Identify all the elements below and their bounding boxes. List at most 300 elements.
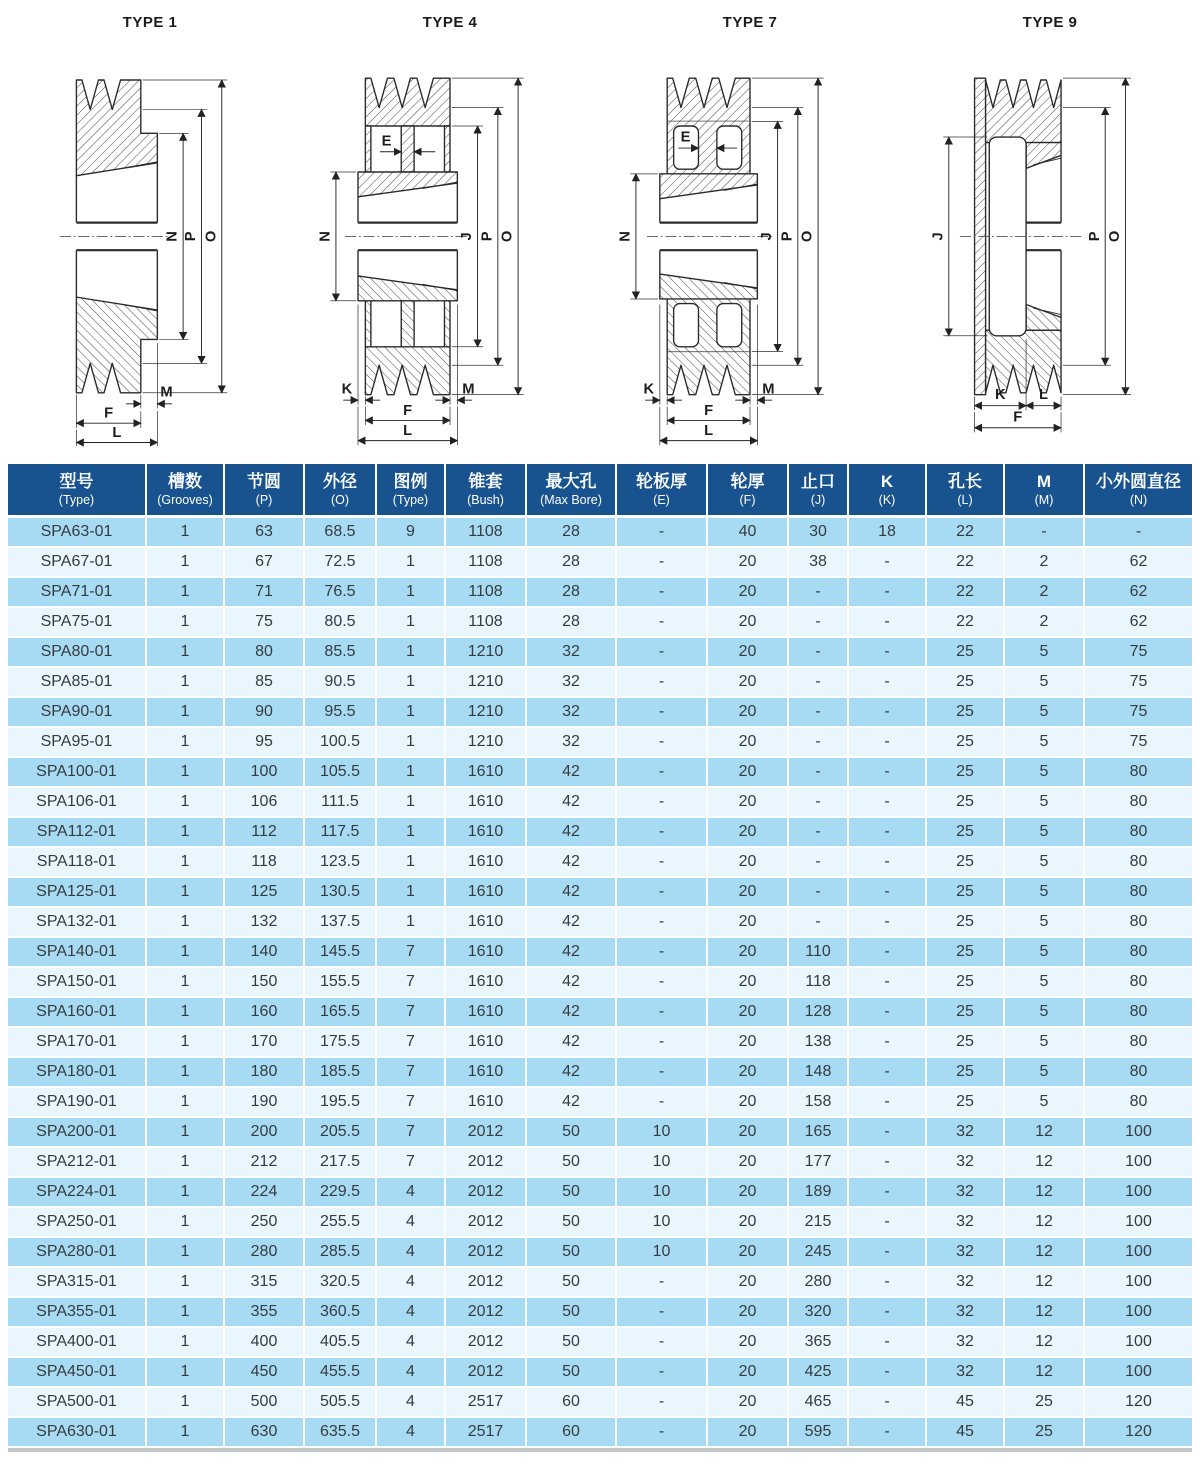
value-cell: 80: [1084, 877, 1192, 907]
value-cell: 5: [1004, 817, 1084, 847]
value-cell: 100: [1084, 1237, 1192, 1267]
value-cell: -: [848, 1147, 926, 1177]
table-row: [8, 907, 1192, 937]
value-cell: 2: [1004, 577, 1084, 607]
value-cell: 130.5: [304, 877, 376, 907]
model-cell: SPA75-01: [8, 607, 146, 637]
table-row: [8, 1057, 1192, 1087]
value-cell: 1: [146, 1267, 224, 1297]
value-cell: -: [848, 907, 926, 937]
model-cell: SPA180-01: [8, 1057, 146, 1087]
value-cell: 5: [1004, 1087, 1084, 1117]
value-cell: 25: [926, 907, 1004, 937]
value-cell: 5: [1004, 757, 1084, 787]
column-header: 小外圆直径 (N): [1084, 464, 1192, 517]
value-cell: 1: [146, 1387, 224, 1417]
value-cell: 7: [376, 967, 445, 997]
value-cell: 25: [926, 997, 1004, 1027]
value-cell: -: [788, 847, 848, 877]
value-cell: 20: [707, 727, 788, 757]
value-cell: 2517: [445, 1417, 526, 1447]
value-cell: 2012: [445, 1267, 526, 1297]
model-cell: SPA132-01: [8, 907, 146, 937]
table-row: [8, 1207, 1192, 1237]
model-cell: SPA150-01: [8, 967, 146, 997]
value-cell: 1108: [445, 577, 526, 607]
value-cell: 80: [1084, 1027, 1192, 1057]
value-cell: 25: [926, 877, 1004, 907]
drawing-type7: [600, 12, 900, 456]
value-cell: 148: [788, 1057, 848, 1087]
value-cell: 1: [376, 637, 445, 667]
value-cell: 20: [707, 817, 788, 847]
dim-label-o: O: [799, 230, 816, 243]
table-row: [8, 937, 1192, 967]
value-cell: 20: [707, 1267, 788, 1297]
value-cell: -: [616, 577, 707, 607]
value-cell: 100: [1084, 1267, 1192, 1297]
value-cell: 20: [707, 1147, 788, 1177]
model-cell: SPA200-01: [8, 1117, 146, 1147]
value-cell: 5: [1004, 877, 1084, 907]
value-cell: 95.5: [304, 697, 376, 727]
value-cell: -: [788, 787, 848, 817]
value-cell: 90.5: [304, 667, 376, 697]
value-cell: 138: [788, 1027, 848, 1057]
table-row: [8, 667, 1192, 697]
value-cell: 4: [376, 1237, 445, 1267]
dim-label-j: J: [459, 232, 476, 241]
value-cell: 10: [616, 1177, 707, 1207]
value-cell: -: [848, 577, 926, 607]
model-cell: SPA100-01: [8, 757, 146, 787]
table-row: [8, 1177, 1192, 1207]
value-cell: 12: [1004, 1237, 1084, 1267]
dim-label-n: N: [317, 231, 334, 242]
value-cell: 505.5: [304, 1387, 376, 1417]
value-cell: 2: [1004, 547, 1084, 577]
value-cell: 1: [146, 667, 224, 697]
value-cell: 250: [224, 1207, 304, 1237]
table-row: [8, 1327, 1192, 1357]
value-cell: -: [1084, 517, 1192, 548]
value-cell: 80: [1084, 997, 1192, 1027]
value-cell: -: [788, 757, 848, 787]
value-cell: 7: [376, 1027, 445, 1057]
value-cell: 5: [1004, 727, 1084, 757]
value-cell: 2012: [445, 1357, 526, 1387]
table-row: [8, 1417, 1192, 1447]
value-cell: 20: [707, 1237, 788, 1267]
value-cell: 137.5: [304, 907, 376, 937]
value-cell: 32: [926, 1297, 1004, 1327]
value-cell: 1: [146, 1417, 224, 1447]
value-cell: 5: [1004, 847, 1084, 877]
value-cell: 2012: [445, 1297, 526, 1327]
value-cell: -: [788, 877, 848, 907]
dim-label-e: E: [381, 133, 392, 150]
drawing-title-type1: TYPE 1: [122, 14, 178, 31]
value-cell: 7: [376, 1087, 445, 1117]
value-cell: -: [848, 847, 926, 877]
value-cell: 75: [1084, 637, 1192, 667]
value-cell: 2012: [445, 1327, 526, 1357]
table-bottom-strip: [8, 1448, 1192, 1452]
value-cell: 1610: [445, 787, 526, 817]
column-header: K (K): [848, 464, 926, 517]
value-cell: -: [848, 547, 926, 577]
value-cell: -: [616, 1327, 707, 1357]
value-cell: 1610: [445, 877, 526, 907]
value-cell: 80: [1084, 1087, 1192, 1117]
value-cell: -: [848, 1327, 926, 1357]
value-cell: -: [616, 877, 707, 907]
value-cell: -: [788, 607, 848, 637]
value-cell: -: [848, 1417, 926, 1447]
value-cell: 25: [926, 757, 1004, 787]
table-row: [8, 757, 1192, 787]
value-cell: 315: [224, 1267, 304, 1297]
value-cell: 170: [224, 1027, 304, 1057]
value-cell: 80: [1084, 787, 1192, 817]
value-cell: 1: [146, 1057, 224, 1087]
dim-label-l: L: [403, 423, 413, 440]
value-cell: 25: [926, 697, 1004, 727]
value-cell: 280: [788, 1267, 848, 1297]
dim-label-f: F: [1013, 409, 1023, 426]
technical-drawings: [0, 0, 1200, 456]
value-cell: 80: [224, 637, 304, 667]
value-cell: -: [616, 787, 707, 817]
model-cell: SPA125-01: [8, 877, 146, 907]
value-cell: -: [788, 907, 848, 937]
value-cell: 4: [376, 1387, 445, 1417]
value-cell: 365: [788, 1327, 848, 1357]
dim-label-n: N: [164, 231, 181, 242]
value-cell: 32: [526, 727, 616, 757]
table-row: [8, 1087, 1192, 1117]
value-cell: 42: [526, 1057, 616, 1087]
value-cell: 1: [376, 577, 445, 607]
value-cell: 80: [1084, 937, 1192, 967]
value-cell: 145.5: [304, 937, 376, 967]
model-cell: SPA212-01: [8, 1147, 146, 1177]
pulley-cross-section-type1-diagram: [12, 34, 288, 448]
value-cell: 5: [1004, 637, 1084, 667]
value-cell: 20: [707, 757, 788, 787]
table-row: [8, 727, 1192, 757]
value-cell: 425: [788, 1357, 848, 1387]
value-cell: 1108: [445, 517, 526, 548]
value-cell: 22: [926, 577, 1004, 607]
value-cell: 20: [707, 1327, 788, 1357]
table-row: [8, 607, 1192, 637]
value-cell: -: [616, 1057, 707, 1087]
value-cell: 20: [707, 1207, 788, 1237]
value-cell: 635.5: [304, 1417, 376, 1447]
value-cell: 4: [376, 1357, 445, 1387]
value-cell: 215: [788, 1207, 848, 1237]
table-row: [8, 1117, 1192, 1147]
model-cell: SPA630-01: [8, 1417, 146, 1447]
value-cell: -: [848, 997, 926, 1027]
value-cell: 118: [224, 847, 304, 877]
value-cell: 1: [146, 937, 224, 967]
value-cell: 100: [1084, 1357, 1192, 1387]
value-cell: 75: [1084, 697, 1192, 727]
value-cell: 2012: [445, 1207, 526, 1237]
value-cell: 12: [1004, 1327, 1084, 1357]
value-cell: 123.5: [304, 847, 376, 877]
value-cell: 1: [376, 847, 445, 877]
value-cell: 7: [376, 1147, 445, 1177]
value-cell: -: [848, 937, 926, 967]
value-cell: 32: [926, 1327, 1004, 1357]
value-cell: 20: [707, 577, 788, 607]
column-header: 外径 (O): [304, 464, 376, 517]
value-cell: 1: [146, 787, 224, 817]
model-cell: SPA450-01: [8, 1357, 146, 1387]
dim-label-o: O: [203, 230, 220, 243]
value-cell: -: [616, 1087, 707, 1117]
value-cell: 32: [526, 667, 616, 697]
value-cell: 5: [1004, 937, 1084, 967]
value-cell: 25: [926, 667, 1004, 697]
value-cell: 100: [1084, 1117, 1192, 1147]
value-cell: 25: [926, 1027, 1004, 1057]
table-row: [8, 847, 1192, 877]
value-cell: 32: [926, 1117, 1004, 1147]
value-cell: 5: [1004, 697, 1084, 727]
model-cell: SPA80-01: [8, 637, 146, 667]
value-cell: 1: [146, 847, 224, 877]
value-cell: 80.5: [304, 607, 376, 637]
value-cell: 4: [376, 1297, 445, 1327]
model-cell: SPA95-01: [8, 727, 146, 757]
value-cell: 150: [224, 967, 304, 997]
value-cell: 320.5: [304, 1267, 376, 1297]
value-cell: 80: [1084, 847, 1192, 877]
value-cell: 20: [707, 877, 788, 907]
value-cell: 1: [146, 817, 224, 847]
value-cell: -: [616, 1357, 707, 1387]
value-cell: 1: [146, 1207, 224, 1237]
dim-label-k: K: [643, 381, 655, 398]
dim-label-p: P: [779, 231, 796, 242]
value-cell: 90: [224, 697, 304, 727]
value-cell: 217.5: [304, 1147, 376, 1177]
value-cell: -: [616, 1417, 707, 1447]
table-row: [8, 787, 1192, 817]
value-cell: 42: [526, 1027, 616, 1057]
value-cell: 1210: [445, 637, 526, 667]
value-cell: 32: [926, 1177, 1004, 1207]
value-cell: 1: [146, 547, 224, 577]
model-cell: SPA112-01: [8, 817, 146, 847]
value-cell: 195.5: [304, 1087, 376, 1117]
table-row: [8, 967, 1192, 997]
value-cell: 212: [224, 1147, 304, 1177]
drawing-title-type4: TYPE 4: [422, 14, 478, 31]
value-cell: 1610: [445, 757, 526, 787]
model-cell: SPA315-01: [8, 1267, 146, 1297]
value-cell: 80: [1084, 757, 1192, 787]
value-cell: 12: [1004, 1147, 1084, 1177]
dim-label-p: P: [1086, 231, 1103, 242]
value-cell: 50: [526, 1327, 616, 1357]
value-cell: 22: [926, 517, 1004, 548]
value-cell: 20: [707, 1177, 788, 1207]
value-cell: 450: [224, 1357, 304, 1387]
value-cell: 1: [146, 907, 224, 937]
value-cell: 20: [707, 607, 788, 637]
value-cell: -: [848, 1237, 926, 1267]
table-row: [8, 637, 1192, 667]
value-cell: 165.5: [304, 997, 376, 1027]
header-row: [8, 464, 1192, 517]
value-cell: 100: [1084, 1207, 1192, 1237]
value-cell: -: [848, 1357, 926, 1387]
column-header: 轮厚 (F): [707, 464, 788, 517]
value-cell: -: [616, 847, 707, 877]
value-cell: 28: [526, 517, 616, 548]
value-cell: 180: [224, 1057, 304, 1087]
dim-label-l: L: [704, 423, 714, 440]
value-cell: 50: [526, 1267, 616, 1297]
value-cell: -: [616, 997, 707, 1027]
value-cell: 117.5: [304, 817, 376, 847]
value-cell: 1: [146, 607, 224, 637]
value-cell: -: [848, 667, 926, 697]
value-cell: 5: [1004, 1027, 1084, 1057]
value-cell: 320: [788, 1297, 848, 1327]
value-cell: 50: [526, 1147, 616, 1177]
value-cell: 105.5: [304, 757, 376, 787]
dim-label-p: P: [183, 231, 200, 242]
drawing-type1: [0, 12, 300, 456]
dim-label-l: L: [1039, 387, 1049, 404]
value-cell: -: [616, 1387, 707, 1417]
value-cell: 12: [1004, 1117, 1084, 1147]
value-cell: 118: [788, 967, 848, 997]
dim-label-n: N: [617, 231, 634, 242]
value-cell: 45: [926, 1387, 1004, 1417]
dim-label-l: L: [112, 424, 122, 441]
value-cell: 32: [926, 1207, 1004, 1237]
value-cell: 10: [616, 1147, 707, 1177]
value-cell: 25: [926, 1057, 1004, 1087]
value-cell: -: [616, 667, 707, 697]
value-cell: -: [616, 757, 707, 787]
value-cell: 7: [376, 997, 445, 1027]
value-cell: 80: [1084, 907, 1192, 937]
value-cell: 1610: [445, 847, 526, 877]
value-cell: 75: [1084, 667, 1192, 697]
value-cell: 1610: [445, 1057, 526, 1087]
value-cell: 400: [224, 1327, 304, 1357]
value-cell: 1108: [445, 607, 526, 637]
value-cell: -: [616, 1267, 707, 1297]
value-cell: 25: [926, 817, 1004, 847]
table-row: [8, 1147, 1192, 1177]
value-cell: -: [616, 607, 707, 637]
value-cell: -: [616, 817, 707, 847]
value-cell: 5: [1004, 997, 1084, 1027]
value-cell: 28: [526, 607, 616, 637]
value-cell: 1: [146, 1087, 224, 1117]
value-cell: 1: [376, 907, 445, 937]
dim-label-p: P: [479, 231, 496, 242]
value-cell: -: [788, 667, 848, 697]
value-cell: -: [616, 967, 707, 997]
value-cell: 71: [224, 577, 304, 607]
value-cell: 12: [1004, 1267, 1084, 1297]
value-cell: 50: [526, 1207, 616, 1237]
dim-label-o: O: [499, 230, 516, 243]
value-cell: 1610: [445, 997, 526, 1027]
value-cell: 42: [526, 847, 616, 877]
value-cell: 25: [926, 937, 1004, 967]
column-header: 最大孔 (Max Bore): [526, 464, 616, 517]
value-cell: 80: [1084, 817, 1192, 847]
value-cell: 25: [1004, 1417, 1084, 1447]
value-cell: 50: [526, 1297, 616, 1327]
value-cell: 7: [376, 1057, 445, 1087]
value-cell: 38: [788, 547, 848, 577]
value-cell: 10: [616, 1207, 707, 1237]
value-cell: 1610: [445, 967, 526, 997]
value-cell: 1: [146, 637, 224, 667]
table-row: [8, 1237, 1192, 1267]
model-cell: SPA90-01: [8, 697, 146, 727]
value-cell: 2012: [445, 1177, 526, 1207]
dim-label-m: M: [160, 384, 173, 401]
value-cell: 62: [1084, 577, 1192, 607]
value-cell: 465: [788, 1387, 848, 1417]
value-cell: 128: [788, 997, 848, 1027]
value-cell: 5: [1004, 787, 1084, 817]
value-cell: -: [848, 1297, 926, 1327]
value-cell: 20: [707, 1117, 788, 1147]
dim-label-m: M: [462, 381, 475, 398]
value-cell: 12: [1004, 1357, 1084, 1387]
value-cell: -: [848, 1117, 926, 1147]
value-cell: 25: [926, 787, 1004, 817]
value-cell: -: [616, 697, 707, 727]
value-cell: 42: [526, 877, 616, 907]
value-cell: 405.5: [304, 1327, 376, 1357]
value-cell: 85.5: [304, 637, 376, 667]
value-cell: 5: [1004, 1057, 1084, 1087]
value-cell: 25: [926, 1087, 1004, 1117]
value-cell: 10: [616, 1237, 707, 1267]
value-cell: 18: [848, 517, 926, 548]
value-cell: 4: [376, 1177, 445, 1207]
value-cell: 2012: [445, 1117, 526, 1147]
column-header: 节圆 (P): [224, 464, 304, 517]
value-cell: -: [848, 1057, 926, 1087]
value-cell: 2012: [445, 1237, 526, 1267]
value-cell: 158: [788, 1087, 848, 1117]
value-cell: 72.5: [304, 547, 376, 577]
model-cell: SPA71-01: [8, 577, 146, 607]
value-cell: -: [788, 817, 848, 847]
table-row: [8, 1267, 1192, 1297]
value-cell: 20: [707, 1297, 788, 1327]
value-cell: 32: [526, 697, 616, 727]
model-cell: SPA85-01: [8, 667, 146, 697]
value-cell: 20: [707, 967, 788, 997]
